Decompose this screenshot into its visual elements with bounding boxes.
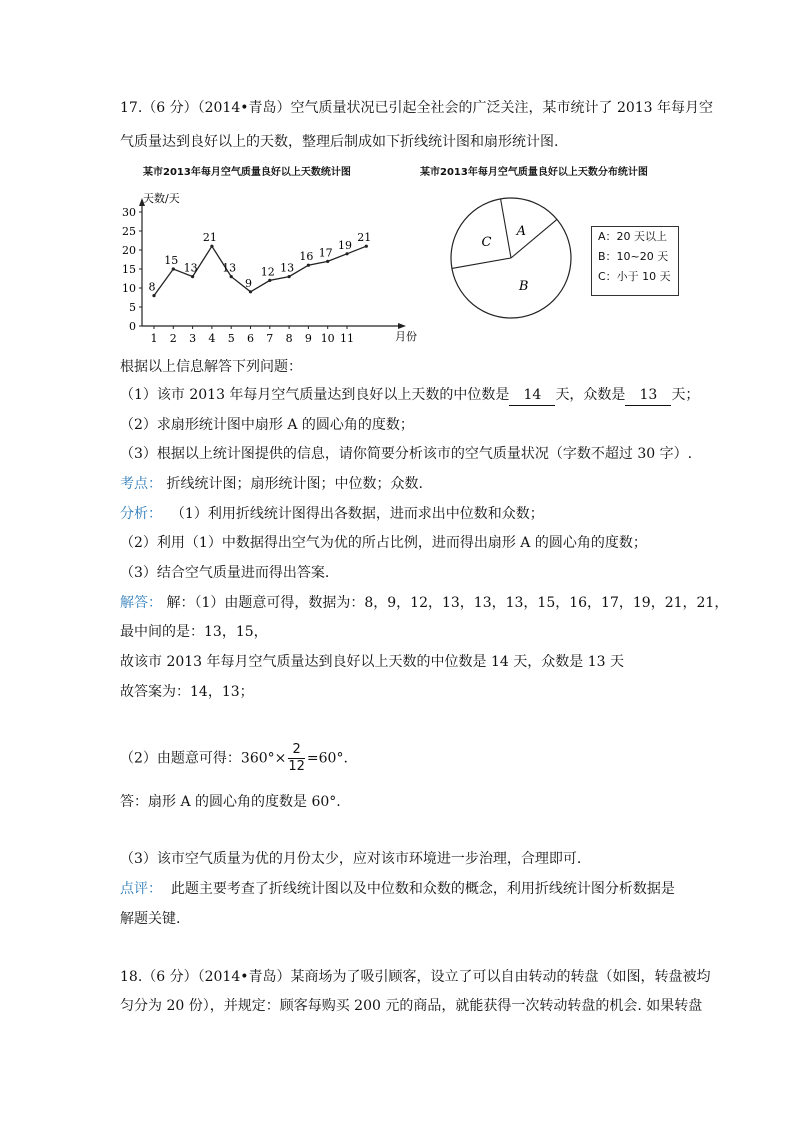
kaodian [120,474,423,494]
jieda-text-1: 解：（1）由题意可得，数据为：8，9，12，13，13，13，15，16，17，19，21，21， [166,595,729,611]
y-tick-label: 25 [122,225,136,238]
kaodian-label: 考点： [120,476,162,492]
x-tick-label: 9 [304,332,312,345]
kaodian-text: 折线统计图；扇形统计图；中位数；众数. [166,476,423,492]
jieda-label: 解答： [120,595,162,611]
data-point [230,275,233,278]
data-label: 15 [164,254,179,267]
y-tick-label: 0 [129,320,136,333]
jieda-line-7: （3）该市空气质量为优的月份太少，应对该市环境进一步治理，合理即可. [120,851,582,867]
data-label: 16 [299,250,314,264]
jieda-line-4: 故答案为：14，13； [120,684,254,700]
question-3: （3）根据以上统计图提供的信息，请你简要分析该市的空气质量状况（字数不超过 30 字）. [120,446,693,462]
dianping-line-2: 解题关键. [120,911,181,927]
data-point [326,260,329,263]
y-axis-label: 天数/天 [143,192,180,205]
fraction [288,742,305,775]
data-label: 17 [318,246,333,260]
x-tick-label: 2 [169,332,177,345]
legend-item-b: B：10~20 天 [598,250,669,263]
pie-slice-c-edge [452,258,511,268]
x-axis-arrow [398,323,406,329]
x-tick-label: 5 [227,332,235,345]
x-axis-label: 月份 [395,330,417,343]
data-label: 13 [222,261,237,275]
x-tick-label: 6 [247,332,254,345]
data-point [210,245,213,248]
dianping-line-1 [120,879,675,899]
data-point [307,264,310,267]
data-label: 9 [245,276,252,290]
pie-slice-b-label: B [518,279,529,295]
data-point [268,279,271,282]
data-label: 19 [338,238,352,252]
line-chart [110,180,430,350]
pie-slice-a-edge [501,199,511,258]
legend-item-c: C：小于 10 天 [598,270,671,283]
x-tick-label: 1 [150,332,158,345]
data-point [172,267,175,270]
data-point [288,275,291,278]
q18-line-1: 18.（6 分）（2014•青岛）某商场为了吸引顾客，设立了可以自由转动的转盘（如图，转盘被均 [120,969,711,985]
q1-prefix: （1）该市 2013 年每月空气质量达到良好以上天数的中位数是 [120,387,510,403]
data-label: 21 [202,231,217,245]
pie-chart-title: 某市2013年每月空气质量良好以上天数分布统计图 [420,167,648,178]
fraction-numerator: 2 [288,742,305,759]
legend-item-a: A：20 天以上 [598,230,668,243]
x-tick-label: 10 [320,332,335,345]
jieda-line-6: 答：扇形 A 的圆心角的度数是 60°. [120,794,341,810]
fraction-denominator: 12 [288,759,305,774]
q18-line-2: 匀分为 20 份），并规定：顾客每购买 200 元的商品，就能获得一次转动转盘的机会. 如果转盘 [120,998,703,1014]
x-tick-label: 3 [189,332,197,345]
jieda-line-5-prefix: （2）由题意可得：360°× [120,750,287,767]
q1-answer-median: 14 [509,385,555,406]
dianping-text-1: 此题主要考查了折线统计图以及中位数和众数的概念，利用折线统计图分析数据是 [170,881,675,897]
question-1 [120,385,699,406]
fenxi-line-1 [120,504,544,524]
x-tick-label: 4 [208,332,216,345]
pie-legend [591,226,679,296]
pie-chart [445,195,585,330]
data-label: 8 [148,280,156,294]
fenxi-text-1: （1）利用折线统计图得出各数据，进而求出中位数和众数； [170,506,544,522]
data-point [365,245,368,248]
jieda-line-5 [120,742,348,775]
fenxi-line-2: （2）利用（1）中数据得出空气为优的所占比例，进而得出扇形 A 的圆心角的度数； [120,535,647,551]
q17-line-1: 17.（6 分）（2014•青岛）空气质量状况已引起全社会的广泛关注，某市统计了 2013 年每月空 [120,100,714,116]
y-tick-label: 20 [122,244,136,257]
data-point [345,252,348,255]
data-label: 21 [357,231,372,245]
y-tick-label: 30 [122,206,136,219]
dianping-label: 点评： [120,881,162,897]
q1-answer-mode: 13 [625,385,671,406]
fenxi-line-3: （3）结合空气质量进而得出答案. [120,565,330,581]
jieda-line-3: 故该市 2013 年每月空气质量达到良好以上天数的中位数是 14 天，众数是 13 天 [120,654,624,670]
jieda-line-5-suffix: =60°. [306,750,348,767]
x-tick-label: 7 [266,332,274,345]
fenxi-label: 分析： [120,506,162,522]
x-tick-label: 8 [285,332,293,345]
pie-slice-c-label: C [481,234,492,250]
x-tick-label: 11 [340,332,354,345]
q1-middle: 天，众数是 [555,387,626,403]
data-label: 13 [280,261,295,275]
line-chart-title: 某市2013年每月空气质量良好以上天数统计图 [143,167,351,178]
y-tick-label: 5 [129,301,136,314]
jieda-line-1 [120,593,728,613]
data-point [191,275,194,278]
q1-suffix: 天； [671,387,700,403]
pie-slice-a-label: A [516,223,526,239]
y-tick-label: 15 [122,263,136,276]
question-2: （2）求扇形统计图中扇形 A 的圆心角的度数； [120,417,414,433]
data-label: 13 [183,261,198,275]
q17-line-2: 气质量达到良好以上的天数，整理后制成如下折线统计图和扇形统计图. [120,134,559,150]
data-label: 12 [260,265,275,279]
jieda-line-2: 最中间的是：13，15， [120,624,268,640]
questions-intro: 根据以上信息解答下列问题： [120,359,302,375]
data-point [152,294,155,297]
y-tick-label: 10 [122,282,136,295]
data-point [249,290,252,293]
